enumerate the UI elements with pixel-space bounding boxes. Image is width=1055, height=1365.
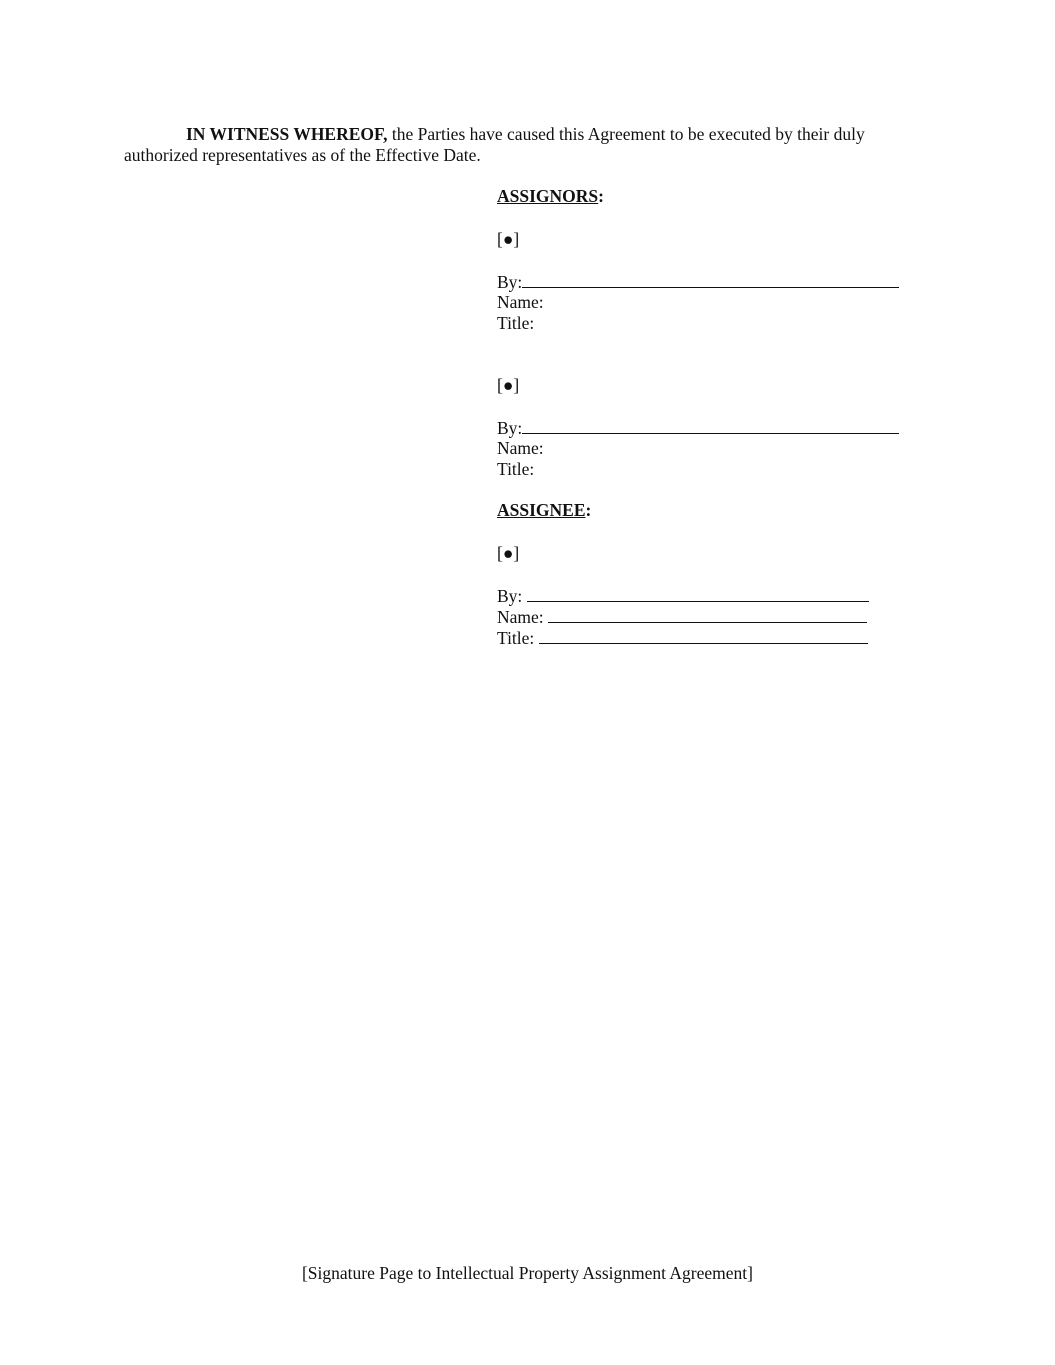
assignor-1-name-label: Name:	[497, 292, 544, 312]
assignee-title-line[interactable]	[497, 627, 868, 648]
assignee-heading-colon: :	[585, 500, 592, 520]
assignor-1-signature-rule[interactable]	[522, 271, 899, 288]
assignee-title-rule[interactable]	[539, 627, 868, 644]
assignor-2-name-label: Name:	[497, 438, 544, 458]
assignor-1-by-label: By:	[497, 272, 523, 292]
assignee-by-label: By:	[497, 586, 527, 606]
assignee-party: [●]	[497, 543, 520, 563]
witness-body: the Parties have caused this Agreement to be executed by their duly authorized representatives as of the Effective Date.	[124, 124, 865, 165]
assignors-heading-colon: :	[598, 186, 604, 206]
assignor-1-title-label: Title:	[497, 313, 535, 333]
assignors-heading-text: ASSIGNORS	[497, 186, 599, 206]
assignor-2-by-label: By:	[497, 418, 523, 438]
witness-paragraph	[124, 124, 914, 166]
assignor-1-party: [●]	[497, 229, 520, 249]
assignor-2-by-line[interactable]	[497, 417, 899, 438]
assignee-name-rule[interactable]	[548, 606, 867, 623]
assignee-name-line[interactable]	[497, 606, 867, 627]
assignee-by-line[interactable]	[497, 585, 869, 606]
assignee-heading	[497, 500, 591, 521]
assignor-2-title-label: Title:	[497, 459, 535, 479]
page-footer: [Signature Page to Intellectual Property Assignment Agreement]	[301, 1263, 753, 1283]
assignor-2-party: [●]	[497, 375, 520, 395]
assignee-heading-text: ASSIGNEE	[497, 500, 586, 520]
assignor-1-by-line[interactable]	[497, 271, 899, 292]
assignee-name-label: Name:	[497, 607, 549, 627]
assignee-signature-rule[interactable]	[527, 585, 869, 602]
assignors-heading	[497, 186, 604, 207]
assignor-2-signature-rule[interactable]	[522, 417, 899, 434]
assignee-title-label: Title:	[497, 628, 539, 648]
witness-lead: IN WITNESS WHEREOF,	[186, 124, 388, 144]
